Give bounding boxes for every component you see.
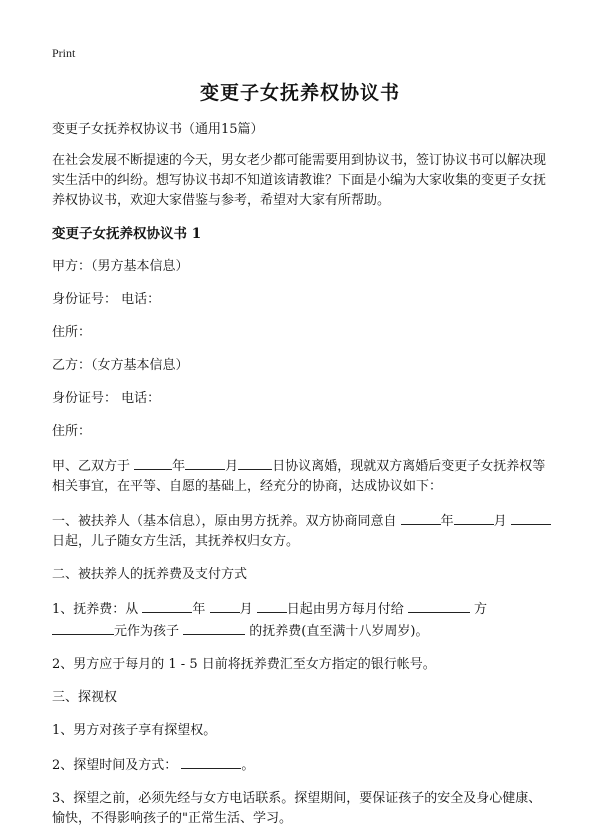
blank-field xyxy=(181,754,241,769)
party-b-id-phone: 身份证号： 电话： xyxy=(52,391,161,406)
party-a-address: 住所： xyxy=(52,325,92,340)
blank-field xyxy=(257,598,287,613)
clause-2-1-text: 方 xyxy=(474,602,488,617)
month-label: 月 xyxy=(493,514,507,529)
blank-field xyxy=(401,510,441,525)
clause-2-1 xyxy=(52,598,552,642)
year-label: 年 xyxy=(440,514,454,529)
blank-field xyxy=(454,510,494,525)
intro-paragraph: 在社会发展不断提速的今天，男女老少都可能需要用到协议书，签订协议书可以解决现实生活中的纠纷。想写协议书却不知道该请教谁？下面是小编为大家收集的变更子女抚养权协议书，欢迎大家借鉴与参考，希望对大家有所帮助。 xyxy=(52,153,547,208)
clause-1-text-start: 一、被扶养人（基本信息），原由男方抚养。双方协商同意自 xyxy=(52,514,397,529)
clause-2-2: 2、男方应于每月的 1 - 5 日前将抚养费汇至女方指定的银行帐号。 xyxy=(52,657,436,672)
clause-3-2-text: 2、探望时间及方式： xyxy=(52,758,178,773)
divorce-paragraph xyxy=(52,455,552,497)
party-a-line: 甲方：（男方基本信息） xyxy=(52,259,189,274)
clause-3-3: 3、探望之前，必须先经与女方电话联系。探望期间，要保证孩子的安全及身心健康、愉快，不得影响孩子的"正常生活、学习。 xyxy=(52,791,542,826)
blank-field xyxy=(142,598,192,613)
year-label: 年 xyxy=(172,459,186,474)
divorce-text-end: 日协议离婚，现就双方离婚后变更子女抚养权等相关事宜，在平等、自愿的基础上，经充分的协商，达成协议如下： xyxy=(52,459,546,494)
month-label: 月 xyxy=(225,459,239,474)
clause-2-1-text: 1、抚养费：从 xyxy=(52,602,139,617)
document-title: 变更子女抚养权协议书 xyxy=(199,82,400,104)
clause-2-1-text: 的抚养费(直至满十八岁周岁)。 xyxy=(249,624,429,639)
clause-3-2-end: 。 xyxy=(241,758,255,773)
document-body xyxy=(52,120,552,829)
blank-field xyxy=(183,620,245,635)
blank-field xyxy=(238,455,272,470)
clause-1 xyxy=(52,510,552,552)
divorce-text-start: 甲、乙双方于 xyxy=(52,459,131,474)
clause-2-1-text: 元作为孩子 xyxy=(114,624,180,639)
clause-2-title: 二、被扶养人的抚养费及支付方式 xyxy=(52,567,248,582)
year-label: 年 xyxy=(192,602,206,617)
month-label: 月 xyxy=(239,602,253,617)
print-link[interactable]: Print xyxy=(52,46,76,60)
party-b-line: 乙方：（女方基本信息） xyxy=(52,358,189,373)
blank-field xyxy=(185,455,225,470)
blank-field xyxy=(52,620,114,635)
clause-1-text-end: 日起，儿子随女方生活，其抚养权归女方。 xyxy=(52,534,300,549)
party-b-address: 住所： xyxy=(52,424,92,439)
party-a-id-phone: 身份证号： 电话： xyxy=(52,292,161,307)
blank-field xyxy=(134,455,172,470)
blank-field xyxy=(408,598,470,613)
blank-field xyxy=(511,510,551,525)
clause-3-title: 三、探视权 xyxy=(52,690,118,705)
blank-field xyxy=(210,598,240,613)
clause-2-1-text: 日起由男方每月付给 xyxy=(286,602,404,617)
section-title: 变更子女抚养权协议书 1 xyxy=(52,226,202,242)
document-subtitle: 变更子女抚养权协议书（通用15篇） xyxy=(52,122,264,137)
clause-3-1: 1、男方对孩子享有探望权。 xyxy=(52,723,217,738)
clause-3-2 xyxy=(52,754,552,776)
